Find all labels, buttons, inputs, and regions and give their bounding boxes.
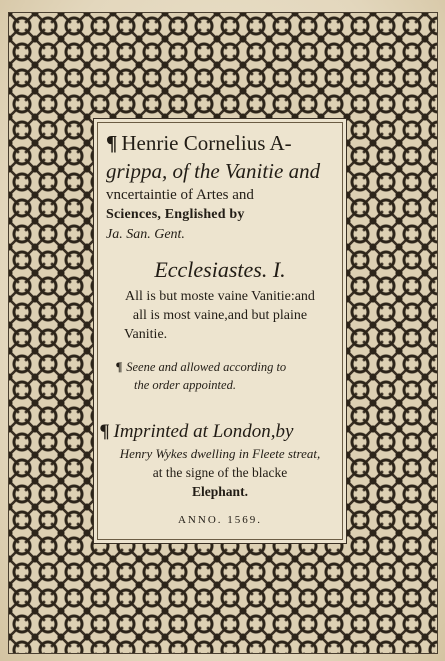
verse-line-3: Vanitie. <box>124 327 168 342</box>
license-line-2: the order appointed. <box>134 378 236 392</box>
verse-reference: Ecclesiastes. I. <box>154 257 286 282</box>
license-line-1: ¶ Seene and allowed according to <box>116 360 287 374</box>
title-line-2: grippa, of the Vanitie and <box>106 159 321 183</box>
title-line-5: Ja. San. Gent. <box>106 227 185 242</box>
verse-line-2: all is most vaine,and but plaine <box>132 308 308 323</box>
verse-line-1: All is but moste vaine Vanitie:and <box>125 289 315 304</box>
imprint-line-1: ¶ Imprinted at London,by <box>100 421 294 442</box>
pilcrow-icon: ¶ <box>106 131 118 155</box>
pilcrow-icon: ¶ <box>100 421 110 442</box>
title-line-1: ¶ Henrie Cornelius A- <box>106 131 292 155</box>
imprint-line-3: at the signe of the blacke <box>152 465 288 480</box>
date-line: ANNO. 1569. <box>177 514 263 526</box>
title-line-3: vncertaintie of Artes and <box>106 187 254 203</box>
imprint-line-4: Elephant. <box>192 484 248 499</box>
imprint-line-2: Henry Wykes dwelling in Fleete streat, <box>119 446 321 461</box>
title-text-panel <box>93 118 347 544</box>
pilcrow-icon: ¶ <box>116 360 123 374</box>
title-line-4: Sciences, Englished by <box>106 207 245 222</box>
